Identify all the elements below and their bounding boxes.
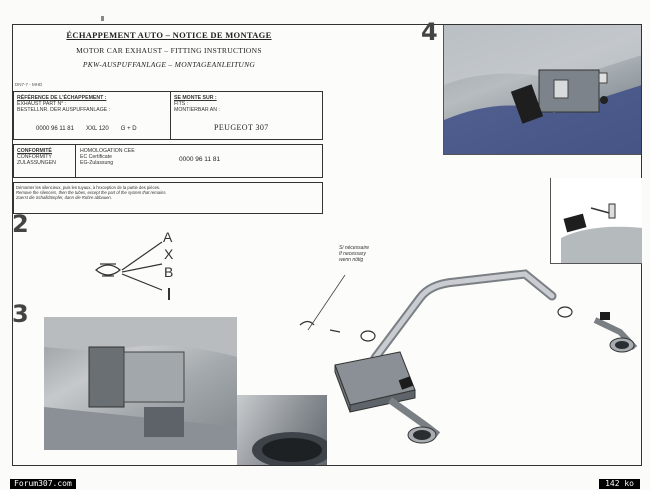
letter-b: B: [164, 264, 174, 280]
note-text: [16, 185, 321, 200]
step-number-4: 4: [421, 18, 437, 46]
top-mark: [101, 16, 104, 21]
homologation-en: EC Certificate: [80, 154, 112, 160]
reference-labels: [17, 95, 110, 113]
file-size-badge: 142 ko: [599, 479, 640, 489]
if-necessary-en: If necessary: [339, 251, 366, 257]
homologation-labels: [80, 148, 135, 166]
step4-photo: [443, 25, 641, 155]
mount-labels: [174, 95, 220, 113]
header-block: [14, 26, 324, 86]
hanger-photo: [550, 178, 642, 264]
letter-a: A: [163, 229, 173, 245]
step3-photo: [44, 317, 237, 450]
model-code: XXL 120: [85, 126, 109, 132]
reference-label-fr: RÉFÉRENCE DE L'ÉCHAPPEMENT :: [17, 95, 107, 101]
step-number-2: 2: [12, 210, 28, 238]
step4-photo-art: [444, 25, 641, 155]
notice-code: DN7-7 - MHD: [15, 82, 43, 87]
hanger-photo-art: [551, 178, 642, 264]
conformity-divider: [75, 145, 76, 178]
footer-bar: [0, 476, 650, 490]
if-necessary-fr: Si nécessaire: [339, 245, 370, 251]
reference-divider: [170, 92, 171, 140]
note-en: Remove the silencers, then the tubes, except the part of the system that remains.: [16, 190, 167, 196]
reference-label-de: BESTELLNR. DER AUSPUFFANLAGE :: [17, 107, 111, 113]
letter-x: X: [164, 246, 174, 262]
note-fr: Démonter les silencieux, puis les tuyaux, à l'exception de la partie des pièces.: [16, 185, 161, 190]
label-pointer-line: [308, 275, 345, 330]
right-tailpipe: [595, 312, 635, 352]
homologation-fr: HOMOLOGATION CEE: [80, 148, 135, 154]
conformity-labels: [17, 148, 56, 166]
step-number-3: 3: [12, 300, 28, 328]
conformity-label-en: CONFORMITY: [17, 154, 52, 160]
conformity-label-fr: CONFORMITÉ: [17, 148, 52, 154]
note-de: Zuerst die Schalldämpfer, dann die Rohre abbauen.: [16, 195, 112, 201]
site-watermark[interactable]: Forum307.com: [10, 479, 76, 489]
mount-label-fr: SE MONTE SUR :: [174, 95, 217, 101]
title-fr: ÉCHAPPEMENT AUTO – NOTICE DE MONTAGE: [66, 30, 272, 40]
homologation-de: EG-Zulassung: [80, 160, 114, 166]
letter-i: [168, 288, 170, 300]
if-necessary-de: wenn nötig: [339, 257, 364, 263]
intermediate-pipe: [375, 274, 552, 358]
variant-code: G + D: [120, 126, 137, 132]
clamps: [300, 307, 572, 341]
reference-label-en: EXHAUST PART N° :: [17, 101, 67, 107]
exhaust-exploded-drawing: [290, 260, 645, 465]
reference-box: [13, 91, 323, 140]
rear-silencer: [335, 352, 438, 443]
step3-photo-art: [44, 317, 237, 450]
title-en: MOTOR CAR EXHAUST – FITTING INSTRUCTIONS: [76, 46, 262, 55]
title-de: PKW-AUSPUFFANLAGE – MONTAGEANLEITUNG: [82, 60, 256, 69]
mount-label-de: MONTIERBAR AN :: [174, 107, 220, 113]
part-number: 0000 96 11 81: [36, 126, 74, 132]
reference-values: [36, 126, 137, 132]
conformity-box: [13, 144, 323, 178]
step2-clamp-diagram: [88, 228, 198, 308]
car-model: PEUGEOT 307: [214, 123, 269, 132]
mount-label-en: FITS :: [174, 101, 189, 107]
note-box: [13, 182, 323, 214]
homologation-number: 0000 96 11 81: [179, 156, 221, 163]
conformity-label-de: ZULASSUNGEN: [17, 160, 56, 166]
